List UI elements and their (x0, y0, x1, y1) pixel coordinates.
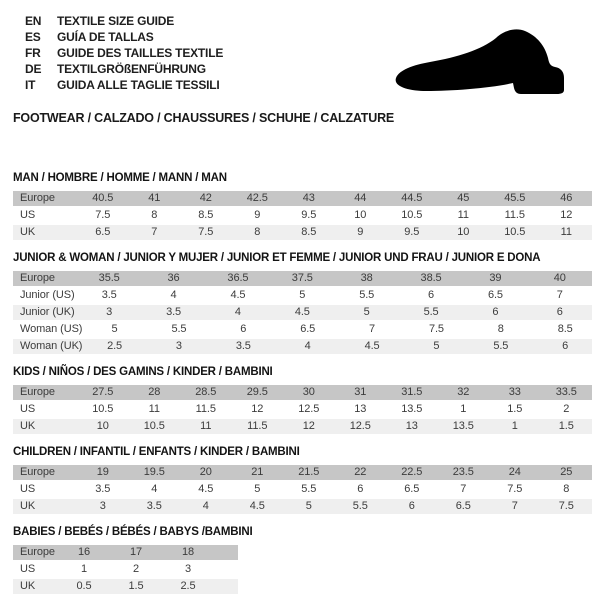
size-cell: 8.5 (557, 323, 573, 335)
size-cell: 28 (148, 386, 161, 398)
size-cell: 19 (96, 466, 109, 478)
size-cell: 5.5 (171, 323, 187, 335)
size-cell: 16 (77, 546, 91, 558)
size-cell: 6 (556, 306, 563, 318)
table-title: CHILDREN / INFANTIL / ENFANTS / KINDER / BAMBINI (13, 446, 300, 458)
size-cell: 43 (302, 192, 315, 204)
table-row (13, 271, 592, 288)
size-cell: 4.5 (294, 306, 310, 318)
row-label: US (20, 483, 36, 495)
table-title: BABIES / BEBÉS / BÉBÉS / BABYS /BAMBINI (13, 526, 253, 538)
size-cell: 5 (433, 340, 440, 352)
size-cell: 12.5 (349, 420, 371, 432)
table-row (13, 402, 592, 419)
size-cell: 38 (360, 272, 373, 284)
category-heading: FOOTWEAR / CALZADO / CHAUSSURES / SCHUHE / CALZATURE (13, 111, 395, 125)
size-cell: 4.5 (198, 483, 214, 495)
row-label: Europe (20, 192, 55, 204)
size-cell: 7 (556, 289, 563, 301)
size-cell: 40 (553, 272, 566, 284)
language-row (25, 13, 223, 29)
size-table (13, 545, 238, 596)
size-cell: 3 (106, 306, 113, 318)
size-cell: 1 (511, 420, 518, 432)
size-cell: 10 (354, 209, 367, 221)
size-cell: 5 (254, 483, 261, 495)
size-cell: 45.5 (504, 192, 526, 204)
language-row (25, 29, 223, 45)
size-table (13, 271, 592, 356)
size-cell: 3.5 (166, 306, 182, 318)
size-cell: 42.5 (246, 192, 268, 204)
language-code: ES (25, 30, 41, 44)
size-table-section (13, 446, 592, 516)
row-label: Woman (UK) (20, 340, 83, 352)
size-cell: 33.5 (555, 386, 577, 398)
table-title: JUNIOR & WOMAN / JUNIOR Y MUJER / JUNIOR ET FEMME / JUNIOR UND FRAU / JUNIOR E DONA (13, 252, 541, 264)
size-cell: 7.5 (507, 483, 523, 495)
size-cell: 5 (305, 500, 312, 512)
size-cell: 5.5 (301, 483, 317, 495)
size-cell: 22.5 (401, 466, 423, 478)
size-cell: 3 (99, 500, 106, 512)
size-cell: 21.5 (298, 466, 320, 478)
table-row (13, 465, 592, 482)
language-row (25, 77, 223, 93)
size-cell: 6 (492, 306, 499, 318)
size-cell: 13 (354, 403, 367, 415)
size-cell: 8 (254, 226, 261, 238)
size-cell: 10.5 (92, 403, 114, 415)
language-code: DE (25, 62, 42, 76)
row-label: Europe (20, 546, 55, 558)
language-label: TEXTILE SIZE GUIDE (57, 14, 175, 28)
size-cell: 31.5 (401, 386, 423, 398)
size-cell: 39 (489, 272, 502, 284)
size-cell: 1 (80, 563, 88, 575)
size-cell: 25 (560, 466, 573, 478)
size-cell: 10.5 (143, 420, 165, 432)
size-cell: 6 (357, 483, 364, 495)
size-cell: 6 (562, 340, 569, 352)
size-cell: 1 (460, 403, 467, 415)
size-cell: 31 (354, 386, 367, 398)
size-cell: 12 (251, 403, 264, 415)
size-cell: 11 (457, 209, 469, 221)
size-table-section (13, 366, 592, 436)
table-row (13, 562, 238, 579)
size-cell: 7 (460, 483, 467, 495)
table-row (13, 579, 238, 596)
size-cell: 19.5 (143, 466, 165, 478)
size-cell: 6 (240, 323, 247, 335)
size-cell: 27.5 (92, 386, 114, 398)
size-cell: 28.5 (195, 386, 217, 398)
row-label: US (20, 563, 36, 575)
size-cell: 6 (428, 289, 435, 301)
size-cell: 46 (560, 192, 573, 204)
size-cell: 29.5 (246, 386, 268, 398)
size-cell: 4 (304, 340, 311, 352)
size-cell: 11 (148, 403, 160, 415)
size-cell: 7.5 (558, 500, 574, 512)
size-cell: 6.5 (300, 323, 316, 335)
size-cell: 4 (234, 306, 241, 318)
size-cell: 20 (199, 466, 212, 478)
table-row (13, 225, 592, 242)
size-cell: 4.5 (249, 500, 265, 512)
size-cell: 3.5 (146, 500, 162, 512)
row-label: Europe (20, 386, 55, 398)
size-cell: 13.5 (452, 420, 474, 432)
size-cell: 4 (170, 289, 177, 301)
size-cell: 7.5 (198, 226, 214, 238)
size-cell: 40.5 (92, 192, 114, 204)
size-cell: 10.5 (504, 226, 526, 238)
size-cell: 9.5 (404, 226, 420, 238)
size-cell: 3.5 (101, 289, 117, 301)
language-label: GUÍA DE TALLAS (57, 30, 154, 44)
language-row (25, 45, 223, 61)
size-cell: 6.5 (455, 500, 471, 512)
size-cell: 9 (357, 226, 364, 238)
size-cell: 5.5 (493, 340, 509, 352)
size-cell: 8.5 (198, 209, 214, 221)
size-cell: 11 (560, 226, 572, 238)
size-cell: 6 (408, 500, 415, 512)
size-cell: 3 (175, 340, 182, 352)
size-cell: 36 (167, 272, 180, 284)
size-cell: 17 (129, 546, 143, 558)
size-cell: 4 (151, 483, 158, 495)
language-code: FR (25, 46, 41, 60)
size-cell: 4 (202, 500, 209, 512)
size-cell: 6.5 (404, 483, 420, 495)
size-table (13, 385, 592, 436)
table-row (13, 482, 592, 499)
size-cell: 1.5 (128, 580, 144, 592)
size-cell: 7 (369, 323, 376, 335)
table-row (13, 322, 592, 339)
row-label: UK (20, 500, 36, 512)
size-cell: 18 (181, 546, 195, 558)
size-table-section (13, 526, 592, 596)
size-cell: 38.5 (420, 272, 442, 284)
language-label: GUIDA ALLE TAGLIE TESSILI (57, 78, 220, 92)
table-row (13, 208, 592, 225)
size-cell: 42 (199, 192, 212, 204)
row-label: Europe (20, 466, 55, 478)
size-cell: 8 (563, 483, 570, 495)
size-cell: 12.5 (298, 403, 320, 415)
size-cell: 22 (354, 466, 367, 478)
size-table-section (13, 172, 592, 242)
size-cell: 4.5 (230, 289, 246, 301)
size-cell: 10 (96, 420, 109, 432)
size-table (13, 191, 592, 242)
size-cell: 30 (302, 386, 315, 398)
size-cell: 44 (354, 192, 367, 204)
size-cell: 36.5 (227, 272, 249, 284)
size-cell: 7 (151, 226, 158, 238)
size-cell: 10.5 (401, 209, 423, 221)
table-title: KIDS / NIÑOS / DES GAMINS / KINDER / BAMBINI (13, 366, 273, 378)
row-label: Europe (20, 272, 55, 284)
size-cell: 32 (457, 386, 470, 398)
size-cell: 6.5 (487, 289, 503, 301)
language-row (25, 61, 223, 77)
size-cell: 11.5 (195, 403, 216, 415)
row-label: Junior (US) (20, 289, 75, 301)
size-cell: 12 (302, 420, 315, 432)
size-cell: 5.5 (359, 289, 375, 301)
row-label: UK (20, 420, 36, 432)
table-title: MAN / HOMBRE / HOMME / MANN / MAN (13, 172, 227, 184)
language-code: EN (25, 14, 42, 28)
size-cell: 45 (457, 192, 470, 204)
size-tables (13, 172, 592, 596)
size-cell: 2 (563, 403, 570, 415)
size-cell: 1.5 (558, 420, 574, 432)
size-cell: 41 (148, 192, 161, 204)
row-label: US (20, 209, 36, 221)
size-cell: 3.5 (235, 340, 251, 352)
size-cell: 0.5 (76, 580, 92, 592)
size-cell: 5.5 (352, 500, 368, 512)
size-cell: 21 (251, 466, 264, 478)
size-cell: 7.5 (428, 323, 444, 335)
language-list (25, 13, 223, 93)
size-cell: 2.5 (180, 580, 196, 592)
size-cell: 9.5 (301, 209, 317, 221)
size-cell: 6.5 (95, 226, 111, 238)
size-cell: 8.5 (301, 226, 317, 238)
size-cell: 3.5 (95, 483, 111, 495)
size-cell: 12 (560, 209, 573, 221)
size-cell: 13.5 (401, 403, 423, 415)
size-cell: 13 (405, 420, 418, 432)
size-cell: 24 (508, 466, 521, 478)
size-cell: 5 (111, 323, 118, 335)
size-cell: 5 (363, 306, 370, 318)
table-row (13, 545, 238, 562)
size-cell: 8 (151, 209, 158, 221)
size-cell: 1.5 (507, 403, 523, 415)
size-cell: 5.5 (423, 306, 439, 318)
table-row (13, 191, 592, 208)
table-row (13, 419, 592, 436)
size-cell: 10 (457, 226, 470, 238)
row-label: Junior (UK) (20, 306, 75, 318)
size-cell: 3 (184, 563, 192, 575)
size-cell: 4.5 (364, 340, 380, 352)
size-cell: 9 (254, 209, 261, 221)
size-cell: 11.5 (504, 209, 525, 221)
language-label: GUIDE DES TAILLES TEXTILE (57, 46, 224, 60)
size-cell: 2.5 (107, 340, 123, 352)
table-row (13, 385, 592, 402)
language-label: TEXTILGRÖßENFÜHRUNG (57, 62, 206, 76)
table-row (13, 339, 592, 356)
size-cell: 11 (200, 420, 212, 432)
size-table-section (13, 252, 592, 356)
shoe-icon (392, 26, 588, 102)
table-row (13, 499, 592, 516)
size-cell: 44.5 (401, 192, 423, 204)
table-row (13, 288, 592, 305)
size-cell: 23.5 (452, 466, 474, 478)
row-label: Woman (US) (20, 323, 83, 335)
size-table (13, 465, 592, 516)
size-cell: 35.5 (98, 272, 120, 284)
size-cell: 8 (497, 323, 504, 335)
size-cell: 11.5 (247, 420, 268, 432)
size-cell: 5 (299, 289, 306, 301)
size-cell: 7.5 (95, 209, 111, 221)
row-label: UK (20, 580, 36, 592)
language-code: IT (25, 78, 36, 92)
table-row (13, 305, 592, 322)
size-cell: 37.5 (291, 272, 313, 284)
size-cell: 33 (508, 386, 521, 398)
row-label: US (20, 403, 36, 415)
size-cell: 2 (132, 563, 140, 575)
row-label: UK (20, 226, 36, 238)
size-cell: 7 (511, 500, 518, 512)
